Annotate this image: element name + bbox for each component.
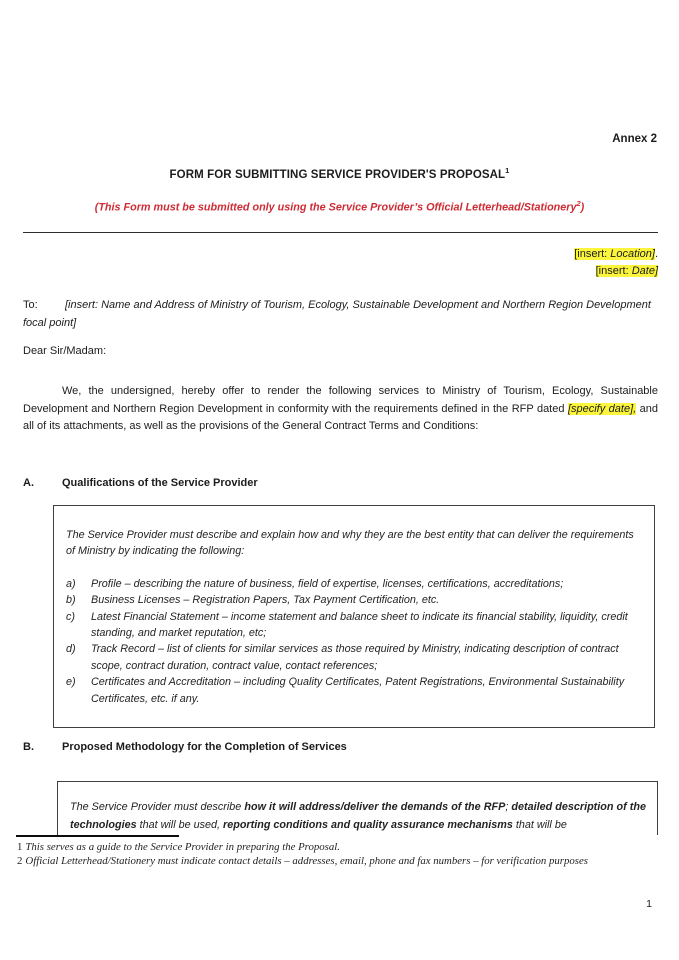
location-suffix: . (654, 248, 658, 260)
section-b-title: Proposed Methodology for the Completion of Services (62, 741, 347, 753)
title-text: FORM FOR SUBMITTING SERVICE PROVIDER'S PROPOSAL (169, 168, 506, 181)
page-number: 1 (646, 898, 652, 910)
methodology-segment: that will be (512, 819, 567, 832)
section-a-label: A. (23, 477, 34, 489)
section-a-title: Qualifications of the Service Provider (62, 477, 258, 489)
footnote-ref: 1 (17, 841, 23, 853)
methodology-segment: ; (505, 801, 512, 813)
footnote-text: Official Letterhead/Stationery must indicate contact details – addresses, email, phone and fax numbers – for verification purposes (25, 854, 588, 867)
section-b-heading (23, 741, 657, 753)
list-marker: d) (66, 643, 76, 656)
list-item (66, 576, 638, 592)
subtitle-footnote-ref: 2 (576, 199, 581, 208)
specify-date-highlight: [specify date], (567, 402, 637, 415)
methodology-segment-bold: reporting conditions and quality assurance mechanisms (223, 819, 513, 832)
methodology-segment: that will be used, (136, 819, 224, 832)
list-item (66, 592, 638, 608)
methodology-segment-bold: detailed description of the technologies (70, 801, 646, 832)
footnote (17, 841, 654, 855)
section-a-guidance-box (53, 505, 655, 728)
insert-location-line (574, 246, 658, 263)
date-prefix: [insert: (595, 265, 632, 277)
list-item-text: Business Licenses – Registration Papers, Tax Payment Certification, etc. (91, 594, 440, 607)
title-footnote-ref: 1 (505, 166, 510, 175)
methodology-segment: The Service Provider must describe (70, 801, 245, 813)
to-label: To: (23, 299, 38, 311)
section-b-label: B. (23, 741, 34, 753)
list-item (66, 674, 638, 707)
salutation: Dear Sir/Madam: (23, 345, 107, 357)
offer-text-before: We, the undersigned, hereby offer to render the following services to Ministry of Tourism, Ecology, Sustainable Development and Northern Region Development in conformity with the requirements defined in the RFP dated (23, 385, 658, 415)
insert-date-line (574, 263, 658, 280)
footnote-text: This serves as a guide to the Service Provider in preparing the Proposal. (25, 841, 340, 853)
to-paragraph (23, 296, 657, 332)
date-value: Date] (631, 265, 658, 277)
section-a-intro: The Service Provider must describe and explain how and why they are the best entity that can deliver the requirements of Ministry by indicating the following: (66, 529, 634, 558)
section-a-heading (23, 477, 657, 489)
list-item-text: Profile – describing the nature of business, field of expertise, licenses, certifications, accreditations; (91, 577, 564, 590)
location-prefix: [insert: (574, 248, 611, 260)
to-value: [insert: Name and Address of Ministry of Tourism, Ecology, Sustainable Development and Northern Region Development focal point] (23, 299, 651, 329)
annex-label: Annex 2 (612, 133, 657, 145)
list-marker: a) (66, 577, 76, 590)
date-highlight (596, 265, 658, 277)
location-highlight (574, 248, 655, 260)
list-item (66, 609, 638, 642)
footnote-divider (16, 835, 179, 837)
subtitle-close: ) (580, 201, 585, 214)
qualification-list (66, 576, 638, 707)
section-b-guidance-box (57, 781, 658, 835)
footnote-ref: 2 (17, 854, 23, 867)
list-item-text: Certificates and Accreditation – including Quality Certificates, Patent Registrations, Environmental Sustainability Certificates, etc. if any. (91, 676, 625, 705)
document-subtitle (0, 199, 679, 214)
list-item-text: Latest Financial Statement – income statement and balance sheet to indicate its financial stability, liquidity, credit standing, and market reputation, etc; (91, 610, 628, 640)
list-item-text: Track Record – list of clients for similar services as those required by Ministry, indicating description of contract scope, contract duration, contract value, contact references; (91, 643, 619, 672)
document-title (0, 166, 679, 181)
list-marker: c) (66, 610, 75, 623)
offer-text-after: and all of its attachments, as well as the provisions of the General Contract Terms and Conditions: (23, 402, 659, 433)
location-value: Location] (610, 248, 655, 260)
list-marker: b) (66, 594, 76, 607)
insert-placeholders (574, 246, 658, 280)
list-marker: e) (66, 676, 76, 689)
subtitle-text: (This Form must be submitted only using the Service Provider’s Official Letterhead/Stationery (94, 201, 577, 214)
offer-paragraph (23, 383, 658, 436)
header-divider (23, 232, 658, 233)
footnotes (17, 841, 654, 869)
methodology-segment-bold: how it will address/deliver the demands of the RFP (244, 801, 506, 813)
list-item (66, 641, 638, 674)
footnote (17, 855, 654, 869)
